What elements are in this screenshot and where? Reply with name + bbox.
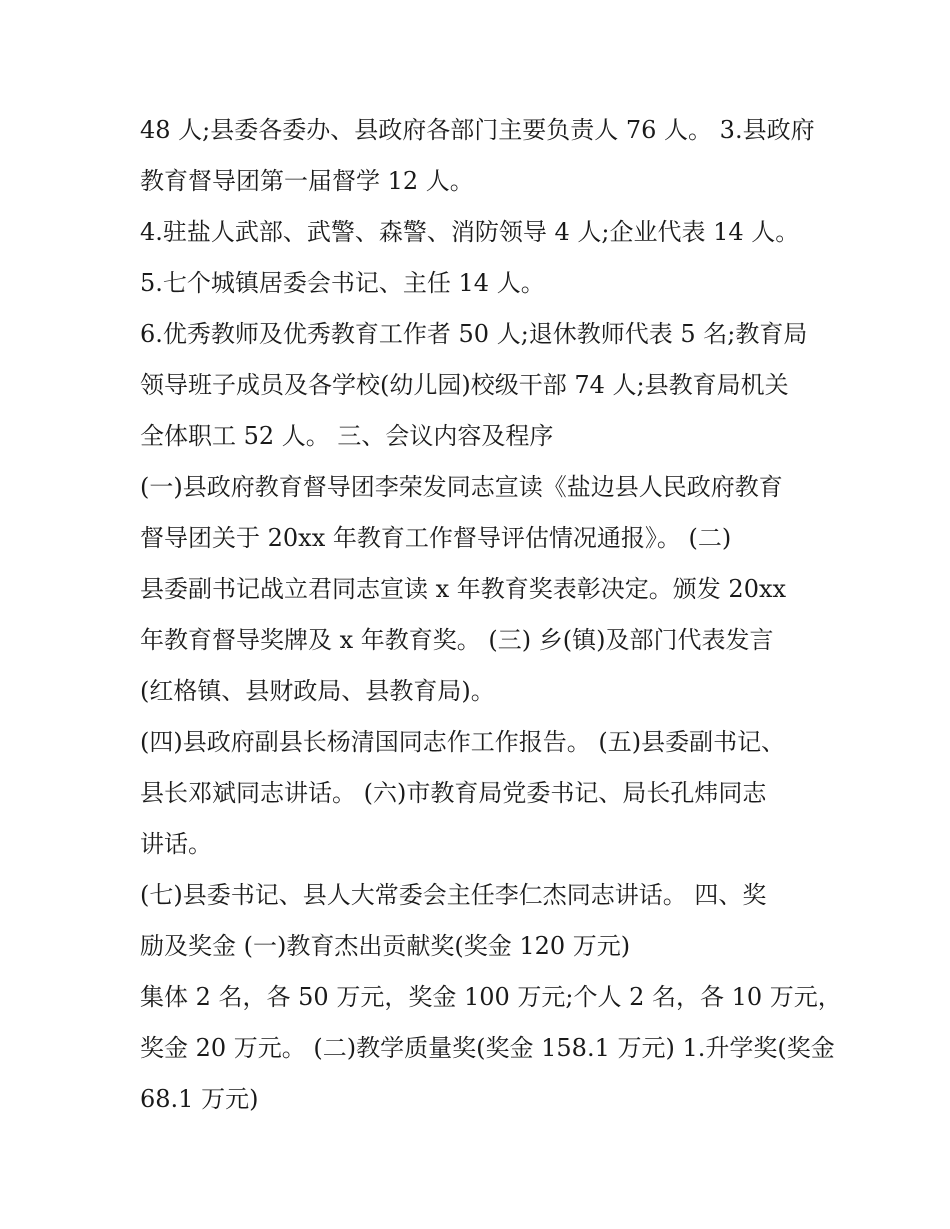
text-line-8: (一)县政府教育督导团李荣发同志宣读《盐边县人民政府教育 — [140, 473, 783, 501]
text-line-16: (七)县委书记、县人大常委会主任李仁杰同志讲话。 四、奖 — [140, 881, 767, 909]
text-line-3: 4.驻盐人武部、武警、森警、消防领导 4 人;企业代表 14 人。 — [140, 218, 800, 246]
text-line-10: 县委副书记战立君同志宣读 x 年教育奖表彰决定。颁发 20xx — [140, 575, 787, 603]
text-line-19: 奖金 20 万元。 (二)教学质量奖(奖金 158.1 万元) 1.升学奖(奖金 — [140, 1034, 835, 1062]
text-line-20: 68.1 万元) — [140, 1085, 259, 1113]
text-line-7: 全体职工 52 人。 三、会议内容及程序 — [140, 422, 554, 450]
document-body — [140, 105, 842, 1125]
text-line-15: 讲话。 — [140, 830, 212, 858]
text-line-12: (红格镇、县财政局、县教育局)。 — [140, 677, 495, 705]
text-line-17: 励及奖金 (一)教育杰出贡献奖(奖金 120 万元) — [140, 932, 631, 960]
text-line-4: 5.七个城镇居委会书记、主任 14 人。 — [140, 269, 545, 297]
text-line-9: 督导团关于 20xx 年教育工作督导评估情况通报》。 (二) — [140, 524, 732, 552]
text-line-2: 教育督导团第一届督学 12 人。 — [140, 167, 474, 195]
text-line-6: 领导班子成员及各学校(幼儿园)校级干部 74 人;县教育局机关 — [140, 371, 789, 399]
text-line-13: (四)县政府副县长杨清国同志作工作报告。 (五)县委副书记、 — [140, 728, 786, 756]
text-line-14: 县长邓斌同志讲话。 (六)市教育局党委书记、局长孔炜同志 — [140, 779, 767, 807]
text-line-1: 48 人;县委各委办、县政府各部门主要负责人 76 人。 3.县政府 — [140, 116, 815, 144]
text-line-18: 集体 2 名，各 50 万元，奖金 100 万元;个人 2 名，各 10 万元， — [140, 983, 842, 1011]
text-line-11: 年教育督导奖牌及 x 年教育奖。 (三) 乡(镇)及部门代表发言 — [140, 626, 774, 654]
text-line-5: 6.优秀教师及优秀教育工作者 50 人;退休教师代表 5 名;教育局 — [140, 320, 808, 348]
